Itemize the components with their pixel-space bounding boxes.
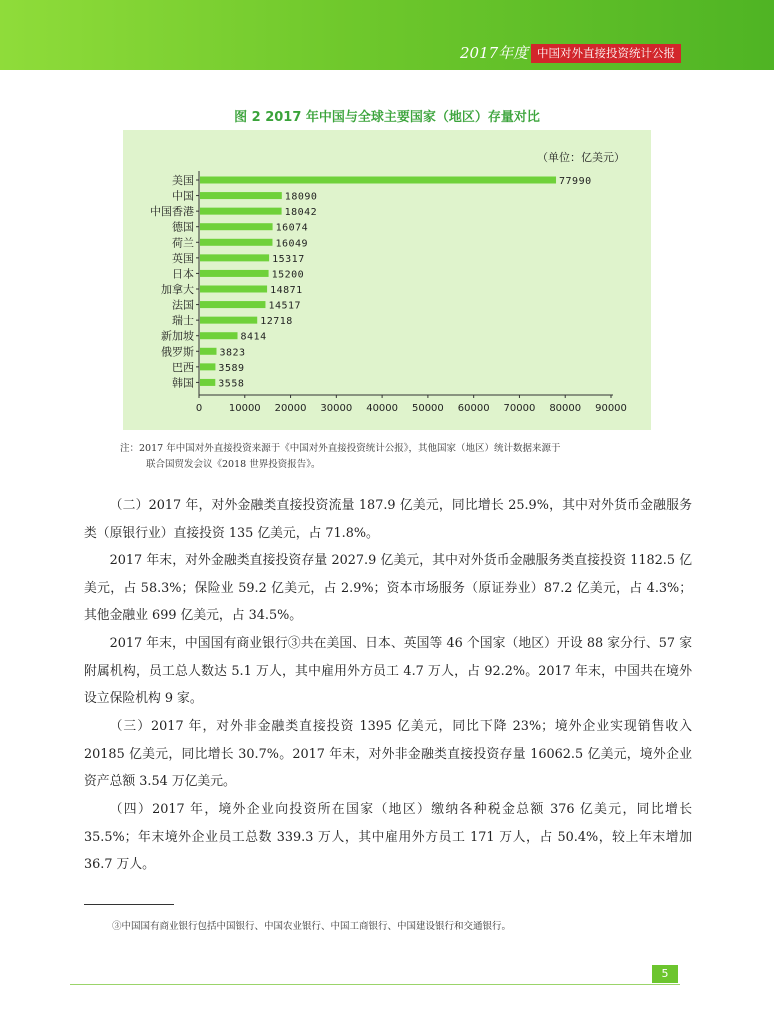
category-label: 日本	[172, 267, 194, 281]
bar	[200, 348, 217, 355]
bar	[200, 301, 265, 308]
category-label: 新加坡	[161, 329, 194, 343]
x-tick-label: 10000	[228, 403, 261, 414]
x-tick-label: 50000	[411, 403, 444, 414]
bar	[200, 192, 282, 199]
header-report-title: 中国对外直接投资统计公报	[531, 44, 681, 63]
paragraph-banks: 2017 年末，中国国有商业银行③共在美国、日本、英国等 46 个国家（地区）开设 88 家分行、57 家附属机构，员工总人数达 5.1 万人，其中雇用外方员工 4.7 万人，占 92.2%。2017 年末，中国共在境外设立保险机构 9 家。	[84, 636, 692, 706]
x-tick-label: 30000	[320, 403, 353, 414]
category-label: 俄罗斯	[161, 345, 194, 359]
bar-chart	[123, 130, 651, 430]
bar	[200, 223, 273, 230]
bar	[200, 177, 556, 184]
category-label: 瑞士	[172, 314, 194, 328]
bar	[200, 208, 282, 215]
bar	[200, 286, 267, 293]
value-label: 8414	[240, 331, 267, 343]
bar	[200, 332, 238, 339]
category-label: 韩国	[172, 376, 194, 390]
value-label: 16074	[275, 222, 309, 234]
bar	[200, 379, 215, 386]
value-label: 16049	[275, 238, 309, 250]
value-label: 15200	[271, 269, 305, 281]
x-tick-label: 0	[195, 403, 203, 414]
paragraph-financial-flow: （二）2017 年，对外金融类直接投资流量 187.9 亿美元，同比增长 25.9%，其中对外货币金融服务类（原银行业）直接投资 135 亿美元，占 71.8%。	[84, 498, 692, 541]
figure-note	[120, 441, 680, 473]
value-label: 14871	[270, 285, 303, 296]
category-label: 法国	[172, 298, 194, 312]
header-year: 2017年度	[460, 44, 529, 62]
chart-container	[123, 130, 651, 430]
bar	[200, 363, 215, 370]
paragraph-non-financial: （三）2017 年，对外非金融类直接投资 1395 亿美元，同比下降 23%；境外企业实现销售收入 20185 亿美元，同比增长 30.7%。2017 年末，对外非金融类直接投资存量 16062.5 亿美元，境外企业资产总额 3.54 万亿美元。	[84, 719, 692, 789]
value-label: 77990	[559, 176, 592, 187]
category-label: 荷兰	[172, 236, 194, 250]
value-label: 14517	[268, 300, 302, 312]
footnote: ③中国国有商业银行包括中国银行、中国农业银行、中国工商银行、中国建设银行和交通银行。	[112, 921, 512, 932]
figure-title: 图 2 2017 年中国与全球主要国家（地区）存量对比	[234, 110, 540, 125]
value-label: 18042	[284, 207, 318, 219]
bar	[200, 270, 269, 277]
x-tick-label: 70000	[503, 403, 536, 414]
bar	[200, 239, 272, 246]
footnote-divider	[84, 904, 174, 905]
value-label: 3589	[218, 362, 245, 374]
paragraph-financial-stock: 2017 年末，对外金融类直接投资存量 2027.9 亿美元，其中对外货币金融服务类直接投资 1182.5 亿美元，占 58.3%；保险业 59.2 亿美元，占 2.9%；资本市场服务（原证券业）87.2 亿美元，占 4.3%；其他金融业 699 亿美元，占 34.5%。	[84, 553, 692, 623]
note-line-1: 注：2017 年中国对外直接投资来源于《中国对外直接投资统计公报》，其他国家（地区）统计数据来源于	[120, 443, 561, 454]
note-line-2: 联合国贸发会议《2018 世界投资报告》。	[146, 459, 321, 470]
x-tick-label: 20000	[274, 403, 307, 414]
page-number: 5	[652, 965, 678, 983]
category-label: 英国	[172, 251, 194, 265]
category-label: 巴西	[172, 360, 194, 374]
category-label: 加拿大	[161, 283, 194, 296]
x-tick-label: 90000	[595, 403, 627, 414]
paragraph-taxes-employees: （四）2017 年，境外企业向投资所在国家（地区）缴纳各种税金总额 376 亿美元，同比增长 35.5%；年末境外企业员工总数 339.3 万人，其中雇用外方员工 171 万人，占 50.4%，较上年末增加 36.7 万人。	[84, 802, 692, 872]
x-tick-label: 60000	[457, 403, 490, 414]
value-label: 18090	[284, 191, 318, 203]
bar	[200, 254, 269, 261]
category-label: 美国	[172, 174, 194, 187]
unit-label: （单位：亿美元）	[537, 151, 625, 164]
value-label: 3823	[219, 347, 246, 359]
category-label: 中国香港	[150, 205, 194, 219]
category-label: 德国	[172, 220, 194, 234]
value-label: 3558	[218, 378, 245, 390]
x-tick-label: 40000	[366, 403, 399, 414]
category-label: 中国	[172, 189, 194, 203]
value-label: 15317	[272, 253, 305, 265]
value-label: 12718	[260, 316, 293, 328]
x-tick-label: 80000	[549, 403, 582, 414]
bar	[200, 317, 257, 324]
footer-line	[70, 984, 680, 985]
